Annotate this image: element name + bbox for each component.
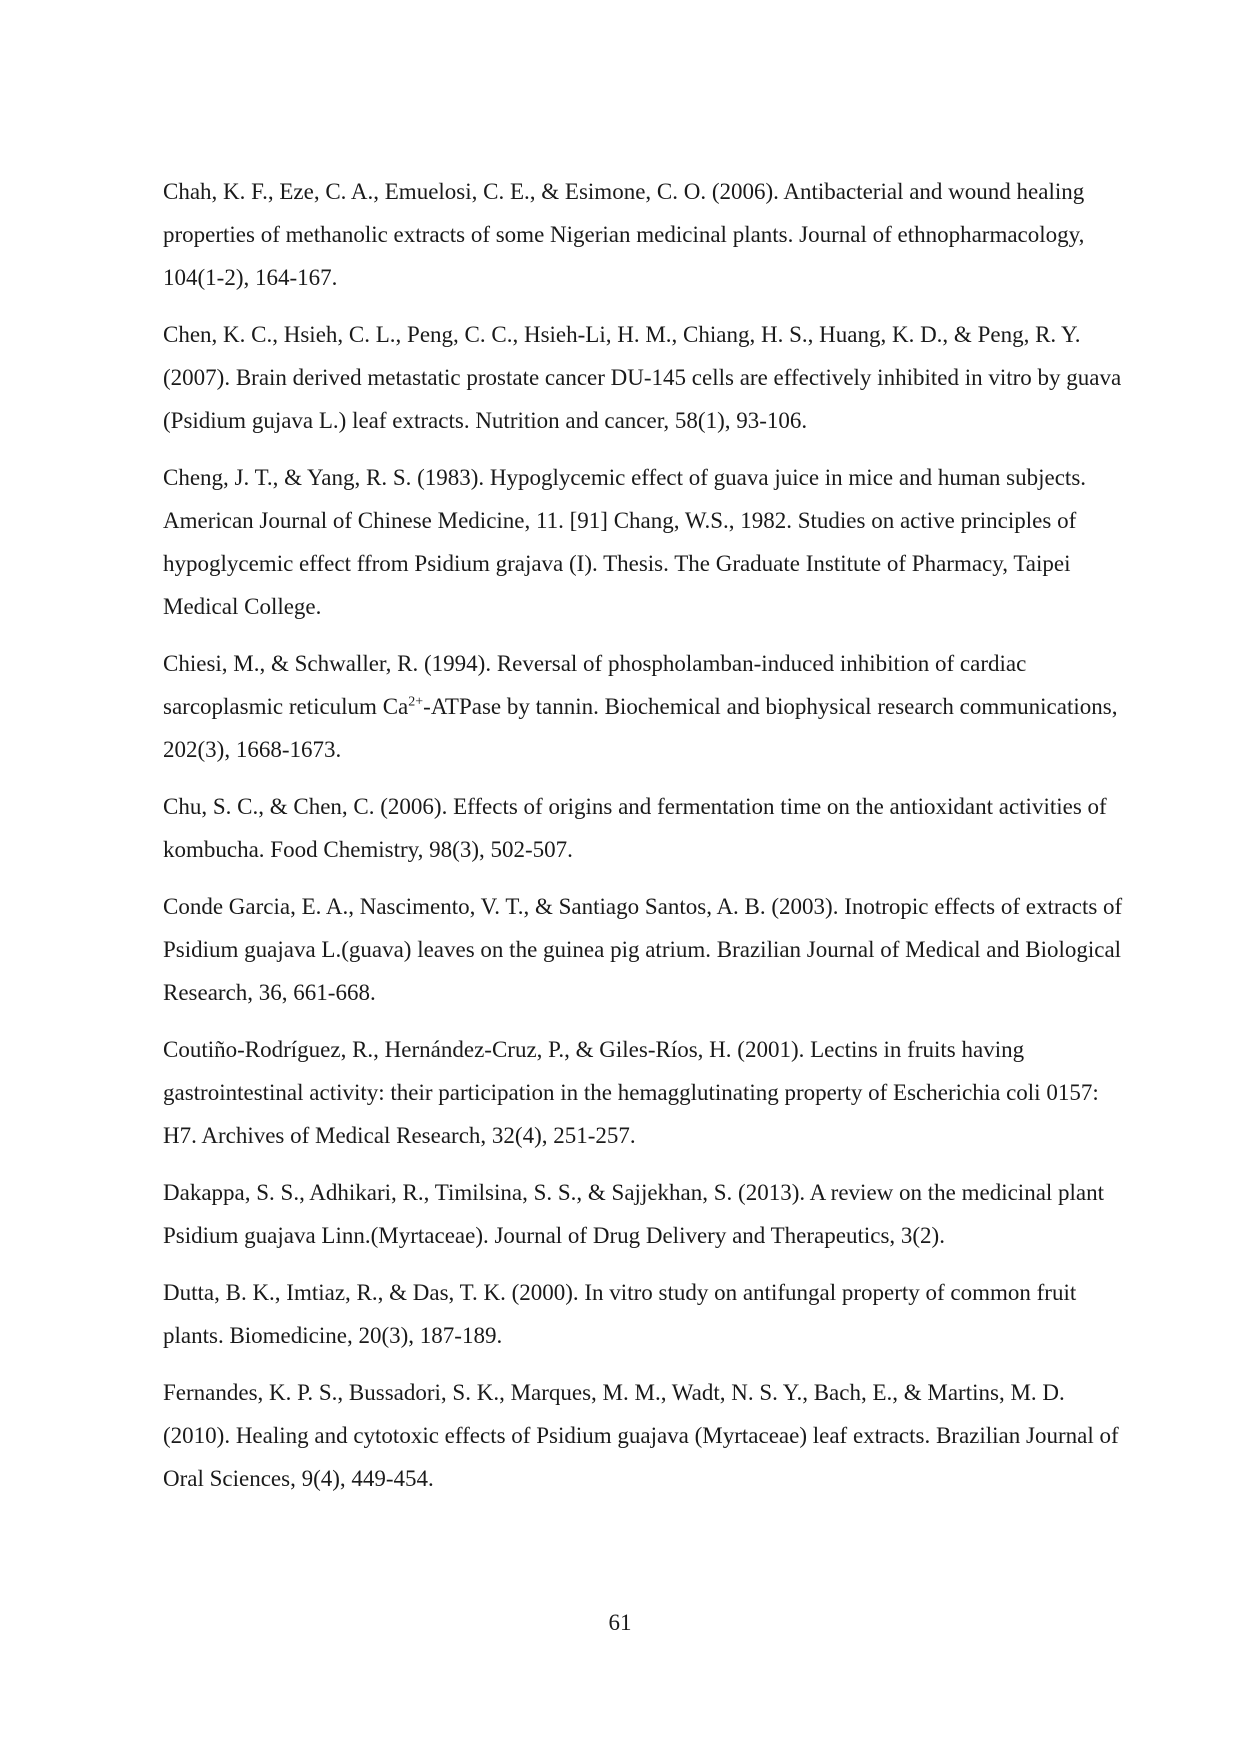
reference-entry: Conde Garcia, E. A., Nascimento, V. T., & Santiago Santos, A. B. (2003). Inotropic effects of extracts of Psidium guajava L.(guava) leaves on the guinea pig atrium. Brazilian Journal of Medical and Biological Research, 36, 661-668. (163, 894, 1123, 1005)
superscript-charge: 2+ (408, 694, 424, 710)
reference-entry: Chu, S. C., & Chen, C. (2006). Effects of origins and fermentation time on the antioxidant activities of kombucha. Food Chemistry, 98(3), 502-507. (163, 794, 1107, 862)
reference-entry (163, 642, 1123, 771)
reference-entry: Cheng, J. T., & Yang, R. S. (1983). Hypoglycemic effect of guava juice in mice and human subjects. American Journal of Chinese Medicine, 11. [91] Chang, W.S., 1982. Studies on active principles of hypoglycemic effect ffrom Psidium grajava (I). Thesis. The Graduate Institute of Pharmacy, Taipei Medical College. (163, 465, 1087, 619)
reference-entry: Dutta, B. K., Imtiaz, R., & Das, T. K. (2000). In vitro study on antifungal property of common fruit plants. Biomedicine, 20(3), 187-189. (163, 1280, 1077, 1348)
reference-entry: Fernandes, K. P. S., Bussadori, S. K., Marques, M. M., Wadt, N. S. Y., Bach, E., & Martins, M. D. (2010). Healing and cytotoxic effects of Psidium guajava (Myrtaceae) leaf extracts. Brazilian Journal of Oral Sciences, 9(4), 449-454. (163, 1380, 1119, 1491)
reference-entry: Chen, K. C., Hsieh, C. L., Peng, C. C., Hsieh-Li, H. M., Chiang, H. S., Huang, K. D., & Peng, R. Y. (2007). Brain derived metastatic prostate cancer DU-145 cells are effectively inhibited in vitro by guava (Psidium gujava L.) leaf extracts. Nutrition and cancer, 58(1), 93-106. (163, 322, 1122, 433)
reference-text-after: -ATPase by tannin. Biochemical and biophysical research communications, 202(3), 1668-1673. (163, 694, 1118, 762)
reference-list (163, 170, 1123, 1514)
reference-text-before: Chiesi, M., & Schwaller, R. (1994). Reversal of phospholamban-induced inhibition of cardiac sarcoplasmic reticulum Ca (163, 651, 1027, 719)
page-number: 61 (608, 1610, 632, 1635)
reference-entry: Dakappa, S. S., Adhikari, R., Timilsina, S. S., & Sajjekhan, S. (2013). A review on the medicinal plant Psidium guajava Linn.(Myrtaceae). Journal of Drug Delivery and Therapeutics, 3(2). (163, 1180, 1105, 1248)
reference-entry: Chah, K. F., Eze, C. A., Emuelosi, C. E., & Esimone, C. O. (2006). Antibacterial and wound healing properties of methanolic extracts of some Nigerian medicinal plants. Journal of ethnopharmacology, 104(1-2), 164-167. (163, 179, 1085, 290)
reference-entry: Coutiño-Rodríguez, R., Hernández-Cruz, P., & Giles-Ríos, H. (2001). Lectins in fruits having gastrointestinal activity: their participation in the hemagglutinating property of Escherichia coli 0157: H7. Archives of Medical Research, 32(4), 251-257. (163, 1037, 1099, 1148)
